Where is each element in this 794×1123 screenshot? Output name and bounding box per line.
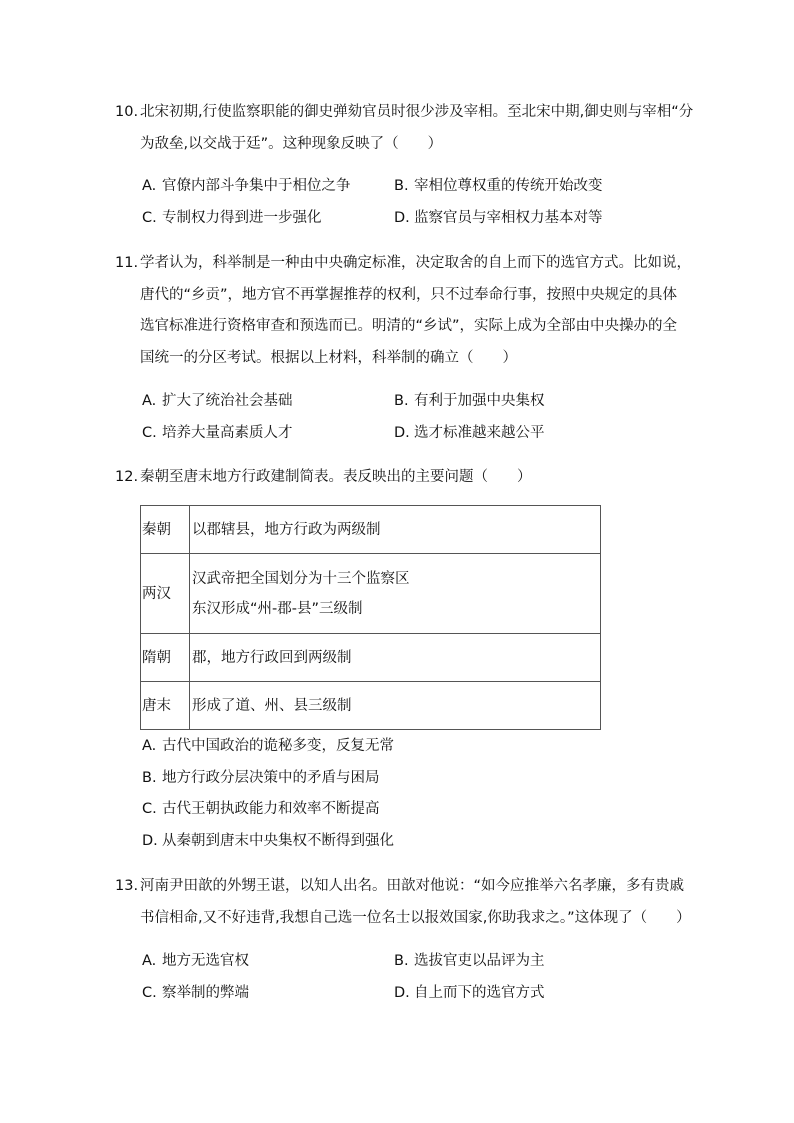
options-q10 [142, 171, 702, 234]
table-row [141, 682, 601, 730]
table-row [141, 634, 601, 682]
option-b[interactable]: B. 有利于加强中央集权 [394, 393, 545, 409]
question-13 [115, 871, 695, 934]
table-cell-desc: 汉武帝把全国划分为十三个监察区 东汉形成“州-郡-县”三级制 [190, 554, 601, 634]
option-d[interactable]: D. 自上而下的选官方式 [394, 984, 545, 1001]
question-number: 11. [115, 255, 139, 271]
stem-line: 河南尹田歆的外甥王谌，以知人出名。田歆对他说：“如今应推举六名孝廉，多有贵戚 [140, 878, 685, 894]
option-c[interactable]: C. 培养大量高素质人才 [142, 424, 293, 441]
table-row [141, 506, 601, 554]
table-cell-desc: 郡，地方行政回到两级制 [190, 634, 601, 682]
option-a[interactable]: A. 官僚内部斗争集中于相位之争 [142, 178, 351, 194]
option-c[interactable]: C. 古代王朝执政能力和效率不断提高 [142, 801, 380, 817]
stem-line: 选官标准进行资格审查和预选而已。明清的“乡试”，实际上成为全部由中央操办的全 [140, 318, 678, 334]
stem-line: 秦朝至唐末地方行政建制简表。表反映出的主要问题（ ） [140, 469, 532, 485]
stem-line: 唐代的“乡贡”，地方官不再掌握推荐的权利，只不过奉命行事，按照中央规定的具体 [140, 286, 678, 303]
stem-line: 北宋初期,行使监察职能的御史弹劾官员时很少涉及宰相。至北宋中期,御史则与宰相“分 [140, 104, 694, 120]
stem-line: 书信相命,又不好违背,我想自己选一位名士以报效国家,你助我求之。”这体现了（ ） [140, 909, 691, 926]
table-cell-period: 唐末 [141, 682, 190, 730]
question-number: 13. [115, 878, 139, 894]
option-d[interactable]: D. 监察官员与宰相权力基本对等 [394, 209, 603, 226]
question-number: 12. [115, 469, 139, 485]
question-stem [140, 871, 695, 934]
option-d[interactable]: D. 选才标准越来越公平 [394, 424, 545, 441]
question-10 [115, 97, 695, 160]
stem-line: 为敌垒,以交战于廷”。这种现象反映了（ ） [140, 135, 443, 152]
question-stem [140, 462, 695, 494]
table-row [141, 554, 601, 634]
options-q13 [142, 946, 702, 1009]
table-cell-desc: 形成了道、州、县三级制 [190, 682, 601, 730]
option-c[interactable]: C. 专制权力得到进一步强化 [142, 209, 322, 226]
options-q12 [142, 731, 702, 857]
table-cell-period: 隋朝 [141, 634, 190, 682]
options-q11 [142, 386, 702, 449]
option-a[interactable]: A. 地方无选官权 [142, 953, 249, 969]
question-stem [140, 97, 695, 160]
option-b[interactable]: B. 地方行政分层决策中的矛盾与困局 [142, 769, 380, 786]
admin-system-table [140, 505, 601, 730]
option-b[interactable]: B. 宰相位尊权重的传统开始改变 [394, 178, 603, 194]
option-a[interactable]: A. 扩大了统治社会基础 [142, 393, 293, 409]
stem-line: 国统一的分区考试。根据以上材料，科举制的确立（ ） [140, 349, 517, 366]
table-cell-period: 两汉 [141, 554, 190, 634]
question-stem [140, 248, 695, 374]
option-b[interactable]: B. 选拔官吏以品评为主 [394, 953, 545, 969]
option-a[interactable]: A. 古代中国政治的诡秘多变，反复无常 [142, 738, 394, 754]
option-d[interactable]: D. 从秦朝到唐末中央集权不断得到强化 [142, 832, 394, 849]
question-number: 10. [115, 104, 139, 120]
stem-line: 学者认为，科举制是一种由中央确定标准，决定取舍的自上而下的选官方式。比如说， [140, 255, 691, 271]
question-12 [115, 462, 695, 494]
table-cell-period: 秦朝 [141, 506, 190, 554]
option-c[interactable]: C. 察举制的弊端 [142, 984, 249, 1001]
table-cell-desc: 以郡辖县，地方行政为两级制 [190, 506, 601, 554]
question-11 [115, 248, 695, 374]
